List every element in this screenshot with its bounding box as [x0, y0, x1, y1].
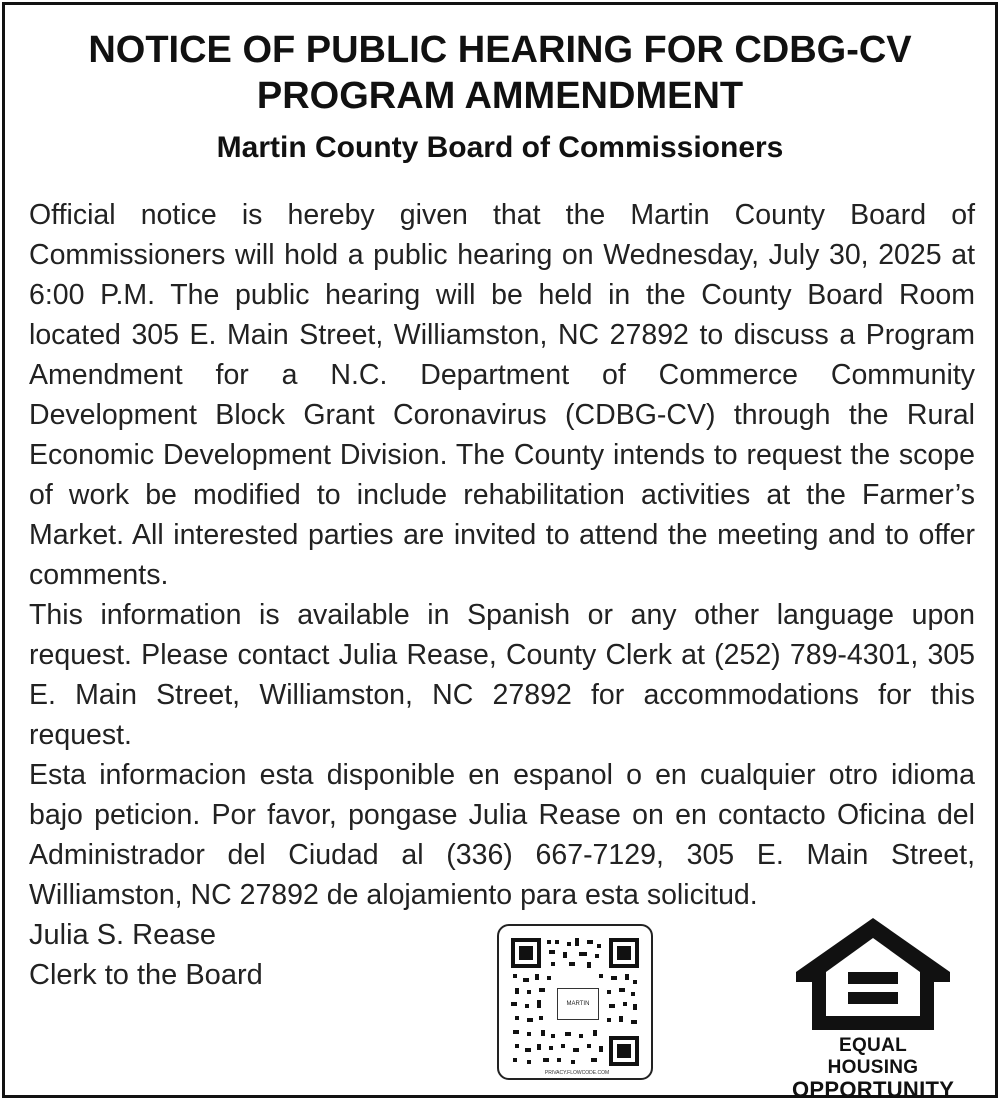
paragraph-hearing: Official notice is hereby given that the Martin County Board of Commissioners will hold a public hearing on Wednesday, July 30, 2025 at 6:00 P.M. The public hearing will be held in the County Board Room located 305 E. Main Street, Williamston, NC 27892 to discuss a Program Amendment for a N.C. Department of Commerce Community Development Block Grant Coronavirus (CDBG-CV) through the Rural Economic Development Division. The County intends to request the scope of work be modified to include rehabilitation activities at the Farmer’s Market. All interested parties are invited to attend the meeting and to offer comments. [29, 199, 975, 591]
title-line-2: PROGRAM AMMENDMENT [256, 75, 744, 117]
signature-block [29, 915, 263, 995]
notice-subtitle: Martin County Board of Commissioners [216, 131, 784, 164]
qr-center-badge: MARTIN [557, 988, 599, 1020]
signer-title: Clerk to the Board [29, 959, 263, 991]
equal-housing-line1: EQUAL HOUSING [827, 1035, 919, 1078]
signer-name: Julia S. Rease [29, 919, 216, 951]
qr-code[interactable] [497, 924, 653, 1080]
equal-housing-line2: OPPORTUNITY [792, 1077, 955, 1102]
equal-housing-text [792, 1035, 954, 1101]
notice-body [29, 195, 975, 915]
qr-caption: PRIVACY.FLOWCODE.COM [544, 1070, 610, 1076]
paragraph-language-english: This information is available in Spanish or any other language upon request. Please contact Julia Rease, County Clerk at (252) 789-4301, 305 E. Main Street, Williamston, NC 27892 for accommodations for this request. [29, 599, 975, 751]
notice-title [5, 27, 995, 119]
title-line-1: NOTICE OF PUBLIC HEARING FOR CDBG-CV [88, 29, 912, 71]
paragraph-language-spanish: Esta informacion esta disponible en espanol o en cualquier otro idioma bajo peticion. Por favor, pongase Julia Rease on en contacto Oficina del Administrador del Ciudad al (336) 667-7129, 305 E. Main Street, Williamston, NC 27892 de alojamiento para esta solicitud. [29, 759, 975, 911]
